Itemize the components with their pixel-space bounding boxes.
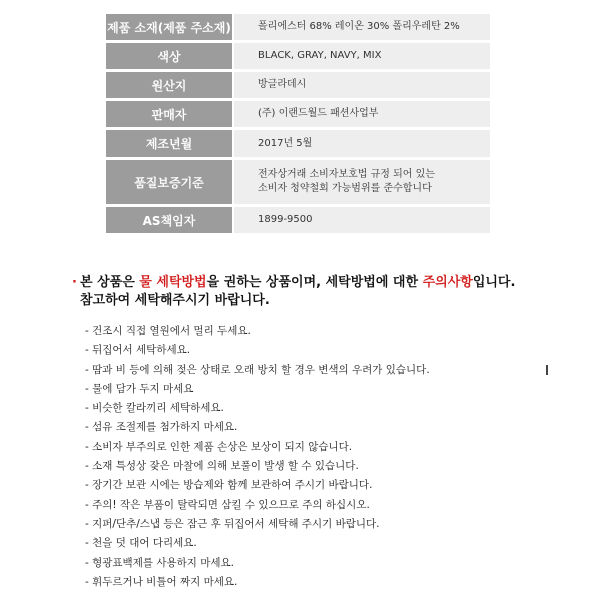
washing-notice <box>72 274 580 310</box>
notice-highlight: 주의사항 <box>422 275 473 290</box>
spec-row-material <box>106 14 490 40</box>
notice-text: 을 권하는 상품이며, 세탁방법에 대한 <box>206 275 423 290</box>
spec-value-line: 전자상거래 소비자보호법 규정 되어 있는 <box>258 169 435 180</box>
spec-label: AS책임자 <box>106 207 232 233</box>
spec-value <box>234 160 490 204</box>
list-item: - 물에 담가 두지 마세요 <box>85 382 194 395</box>
spec-label: 판매자 <box>106 101 232 127</box>
notice-bullet: · <box>72 275 77 290</box>
list-item: - 섬유 조절제를 첨가하지 마세요. <box>85 421 238 434</box>
list-item: - 장기간 보관 시에는 방습제와 함께 보관하여 주시기 바랍니다. <box>85 479 373 492</box>
spec-row-manufacture-date <box>106 130 490 157</box>
spec-label: 제품 소재(제품 주소재) <box>106 14 232 40</box>
list-item: - 주의! 작은 부품이 탈락되면 삼킬 수 있으므로 주의 하십시오. <box>85 498 370 511</box>
list-item: - 소재 특성상 잦은 마찰에 의해 보풀이 발생 할 수 있습니다. <box>85 460 359 473</box>
spec-label: 색상 <box>106 43 232 69</box>
spec-value: BLACK, GRAY, NAVY, MIX <box>234 43 490 69</box>
list-item: - 형광표백제를 사용하지 마세요. <box>85 556 234 569</box>
spec-value: 방글라데시 <box>234 72 490 98</box>
notice-line-2: 참고하여 세탁해주시기 바랍니다. <box>80 293 270 308</box>
list-item: - 뒤집어서 세탁하세요. <box>85 344 191 357</box>
spec-label: 품질보증기준 <box>106 160 232 204</box>
notice-highlight: 물 세탁방법 <box>139 275 207 290</box>
spec-label: 원산지 <box>106 72 232 98</box>
spec-value-line: 소비자 청약철회 가능범위를 준수합니다 <box>258 183 432 194</box>
spec-row-as-contact <box>106 207 490 233</box>
list-item: - 천을 덧 대어 다리세요. <box>85 537 197 550</box>
care-instructions-list <box>85 322 430 592</box>
list-item: - 건조시 직접 열원에서 멀리 두세요. <box>85 325 251 337</box>
spec-label: 제조년월 <box>106 130 232 157</box>
notice-text: 입니다. <box>472 275 516 290</box>
spec-value: (주) 이랜드월드 패션사업부 <box>234 101 490 127</box>
notice-line-1 <box>80 274 580 292</box>
spec-row-seller <box>106 101 490 127</box>
list-item: - 지퍼/단추/스냅 등은 잠근 후 뒤집어서 세탁해 주시기 바랍니다. <box>85 517 380 530</box>
spec-value: 폴리에스터 68% 레이온 30% 폴리우레탄 2% <box>234 14 490 40</box>
spec-value: 2017년 5월 <box>234 130 490 157</box>
list-item: - 소비자 부주의로 인한 제품 손상은 보상이 되지 않습니다. <box>85 440 353 453</box>
notice-text: 본 상품은 <box>80 275 140 290</box>
spec-row-origin <box>106 72 490 98</box>
list-item: - 비슷한 칼라끼리 세탁하세요. <box>85 402 224 415</box>
product-spec-table <box>106 14 490 236</box>
list-item: - 휘두르거나 비틀어 짜지 마세요. <box>85 575 238 588</box>
spec-row-color <box>106 43 490 69</box>
list-item: - 땀과 비 등에 의해 젖은 상태로 오래 방치 할 경우 변색의 우려가 있습니다. <box>85 363 430 376</box>
stray-mark <box>546 365 548 375</box>
spec-value: 1899-9500 <box>234 207 490 233</box>
spec-row-quality-standard <box>106 160 490 204</box>
